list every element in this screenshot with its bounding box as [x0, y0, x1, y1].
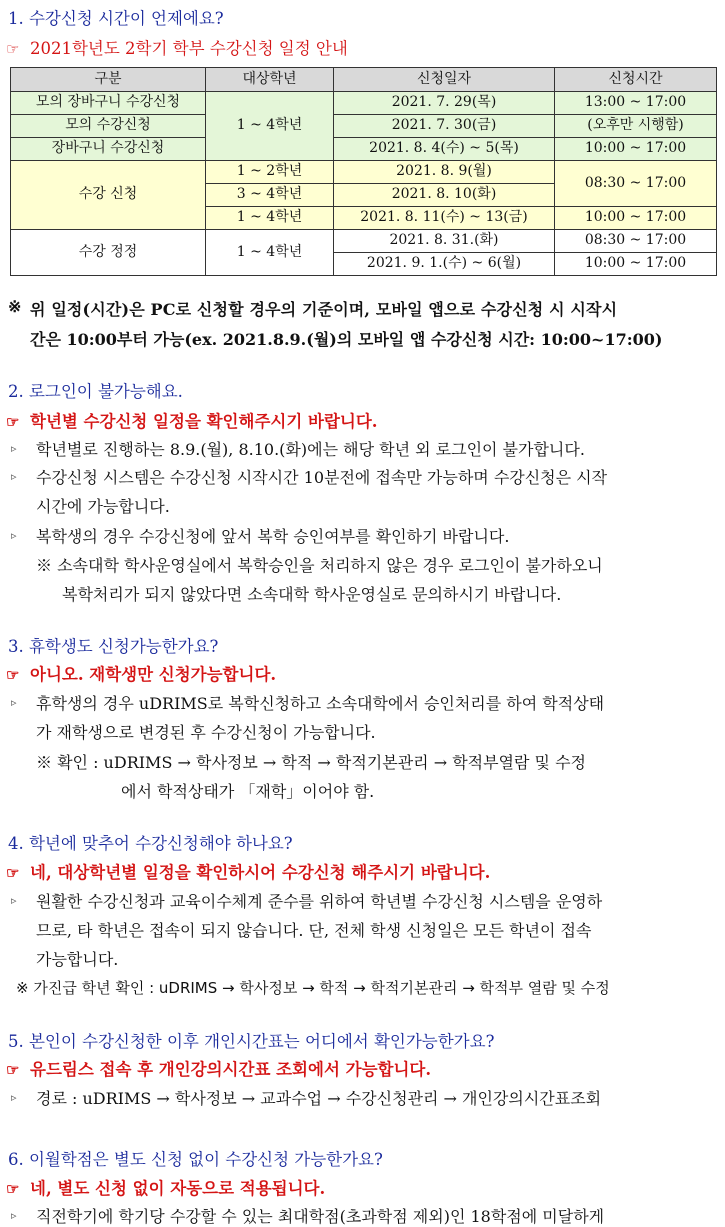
pointing-hand-icon: ☞ — [6, 40, 20, 58]
table-cell: 2021. 7. 30(금) — [334, 115, 555, 138]
answer-4-text: 네, 대상학년별 일정을 확인하시어 수강신청 해주시기 바랍니다. — [30, 863, 491, 882]
table-cell: 수강 정정 — [11, 230, 206, 276]
bullet-text: 가 재학생으로 변경된 후 수강신청이 가능합니다. — [36, 723, 376, 742]
table-cell: 2021. 8. 10(화) — [334, 184, 555, 207]
answer-1-text: 2021학년도 2학기 학부 수강신청 일정 안내 — [30, 39, 348, 58]
question-6: 6. 이월학점은 별도 신청 없이 수강신청 가능한가요? — [8, 1150, 383, 1169]
question-1: 1. 수강신청 시간이 언제에요? — [8, 9, 224, 28]
table-cell: 2021. 8. 11(수) ~ 13(금) — [334, 207, 555, 230]
sub-note: ※ 가진급 학년 확인 : uDRIMS → 학사정보 → 학적 → 학적기본관리 → 학적부 열람 및 수정 — [16, 979, 610, 997]
table-cell: 수강 신청 — [11, 161, 206, 230]
pointing-hand-icon: ☞ — [6, 666, 20, 684]
schedule-table — [10, 67, 717, 276]
table-cell: 2021. 8. 31.(화) — [334, 230, 555, 253]
question-3: 3. 휴학생도 신청가능한가요? — [8, 637, 219, 656]
table-cell: 1 ~ 4학년 — [206, 207, 334, 230]
bullet-text: 수강신청 시스템은 수강신청 시작시간 10분전에 접속만 가능하며 수강신청은 시작 — [36, 468, 608, 487]
answer-2 — [6, 408, 378, 432]
bullet-text: 학년별로 진행하는 8.9.(월), 8.10.(화)에는 해당 학년 외 로그인이 불가합니다. — [36, 440, 585, 459]
table-cell: 3 ~ 4학년 — [206, 184, 334, 207]
table-row — [11, 230, 717, 253]
bullet-icon: ▹ — [11, 894, 17, 907]
answer-3 — [6, 661, 276, 685]
sub-note: 에서 학적상태가 「재학」이어야 함. — [121, 782, 375, 801]
pointing-hand-icon: ☞ — [6, 413, 20, 431]
bullet-icon: ▹ — [11, 442, 17, 455]
table-header: 대상학년 — [206, 68, 334, 92]
table-cell: 모의 장바구니 수강신청 — [11, 92, 206, 115]
bullet-text: 휴학생의 경우 uDRIMS로 복학신청하고 소속대학에서 승인처리를 하여 학적상태 — [36, 694, 605, 713]
table-cell: 10:00 ~ 17:00 — [555, 138, 717, 161]
table-cell: 10:00 ~ 17:00 — [555, 253, 717, 276]
sub-note: 복학처리가 되지 않았다면 소속대학 학사운영실로 문의하시기 바랍니다. — [62, 585, 562, 604]
pointing-hand-icon: ☞ — [6, 1180, 20, 1198]
answer-3-text: 아니오. 재학생만 신청가능합니다. — [30, 665, 277, 684]
answer-4 — [6, 859, 490, 883]
table-cell: 08:30 ~ 17:00 — [555, 230, 717, 253]
table-row — [11, 115, 717, 138]
table-cell: 2021. 7. 29(목) — [334, 92, 555, 115]
note-line: 위 일정(시간)은 PC로 신청할 경우의 기준이며, 모바일 앱으로 수강신청 시 시작시 — [30, 300, 618, 319]
table-cell: 2021. 9. 1.(수) ~ 6(월) — [334, 253, 555, 276]
table-cell: 모의 수강신청 — [11, 115, 206, 138]
table-cell: 1 ~ 4학년 — [206, 92, 334, 161]
table-row — [11, 161, 717, 184]
bullet-text: 므로, 타 학년은 접속이 되지 않습니다. 단, 전체 학생 신청일은 모든 학년이 접속 — [36, 921, 592, 940]
note-line: 간은 10:00부터 가능(ex. 2021.8.9.(월)의 모바일 앱 수강신청 시간: 10:00~17:00) — [30, 330, 663, 349]
note-mark: ※ — [8, 297, 22, 316]
sub-note: ※ 소속대학 학사운영실에서 복학승인을 처리하지 않은 경우 로그인이 불가하오니 — [36, 556, 603, 575]
bullet-text: 원활한 수강신청과 교육이수체계 준수를 위하여 학년별 수강신청 시스템을 운영하 — [36, 892, 603, 911]
question-2: 2. 로그인이 불가능해요. — [8, 382, 183, 401]
table-cell: 장바구니 수강신청 — [11, 138, 206, 161]
bullet-text: 가능합니다. — [36, 950, 119, 969]
answer-2-text: 학년별 수강신청 일정을 확인해주시기 바랍니다. — [30, 412, 378, 431]
pointing-hand-icon: ☞ — [6, 864, 20, 882]
bullet-icon: ▹ — [11, 529, 17, 542]
question-5: 5. 본인이 수강신청한 이후 개인시간표는 어디에서 확인가능한가요? — [8, 1032, 495, 1051]
pointing-hand-icon: ☞ — [6, 1061, 20, 1079]
bullet-icon: ▹ — [11, 1091, 17, 1104]
answer-1 — [6, 35, 348, 59]
sub-note: ※ 확인 : uDRIMS → 학사정보 → 학적 → 학적기본관리 → 학적부열람 및 수정 — [36, 753, 587, 772]
bullet-icon: ▹ — [11, 696, 17, 709]
bullet-text: 시간에 가능합니다. — [36, 497, 170, 516]
table-cell: 2021. 8. 4(수) ~ 5(목) — [334, 138, 555, 161]
table-row — [11, 92, 717, 115]
question-4: 4. 학년에 맞추어 수강신청해야 하나요? — [8, 834, 293, 853]
table-cell: 08:30 ~ 17:00 — [555, 161, 717, 207]
table-cell: 1 ~ 4학년 — [206, 230, 334, 276]
answer-5-text: 유드림스 접속 후 개인강의시간표 조회에서 가능합니다. — [30, 1060, 432, 1079]
table-header: 구분 — [11, 68, 206, 92]
bullet-icon: ▹ — [11, 1209, 17, 1222]
table-header: 신청일자 — [334, 68, 555, 92]
bullet-text: 경로 : uDRIMS → 학사정보 → 교과수업 → 수강신청관리 → 개인강의시간표조회 — [36, 1089, 602, 1108]
table-cell: 1 ~ 2학년 — [206, 161, 334, 184]
table-cell: 2021. 8. 9(월) — [334, 161, 555, 184]
table-cell: (오후만 시행함) — [555, 115, 717, 138]
table-header-row — [11, 68, 717, 92]
answer-5 — [6, 1056, 431, 1080]
bullet-text: 복학생의 경우 수강신청에 앞서 복학 승인여부를 확인하기 바랍니다. — [36, 527, 510, 546]
bullet-icon: ▹ — [11, 470, 17, 483]
table-header: 신청시간 — [555, 68, 717, 92]
table-cell: 13:00 ~ 17:00 — [555, 92, 717, 115]
table-cell: 10:00 ~ 17:00 — [555, 207, 717, 230]
bullet-text: 직전학기에 학기당 수강할 수 있는 최대학점(초과학점 제외)인 18학점에 미달하게 — [36, 1207, 605, 1226]
answer-6-text: 네, 별도 신청 없이 자동으로 적용됩니다. — [30, 1179, 326, 1198]
answer-6 — [6, 1175, 325, 1199]
table-row — [11, 138, 717, 161]
